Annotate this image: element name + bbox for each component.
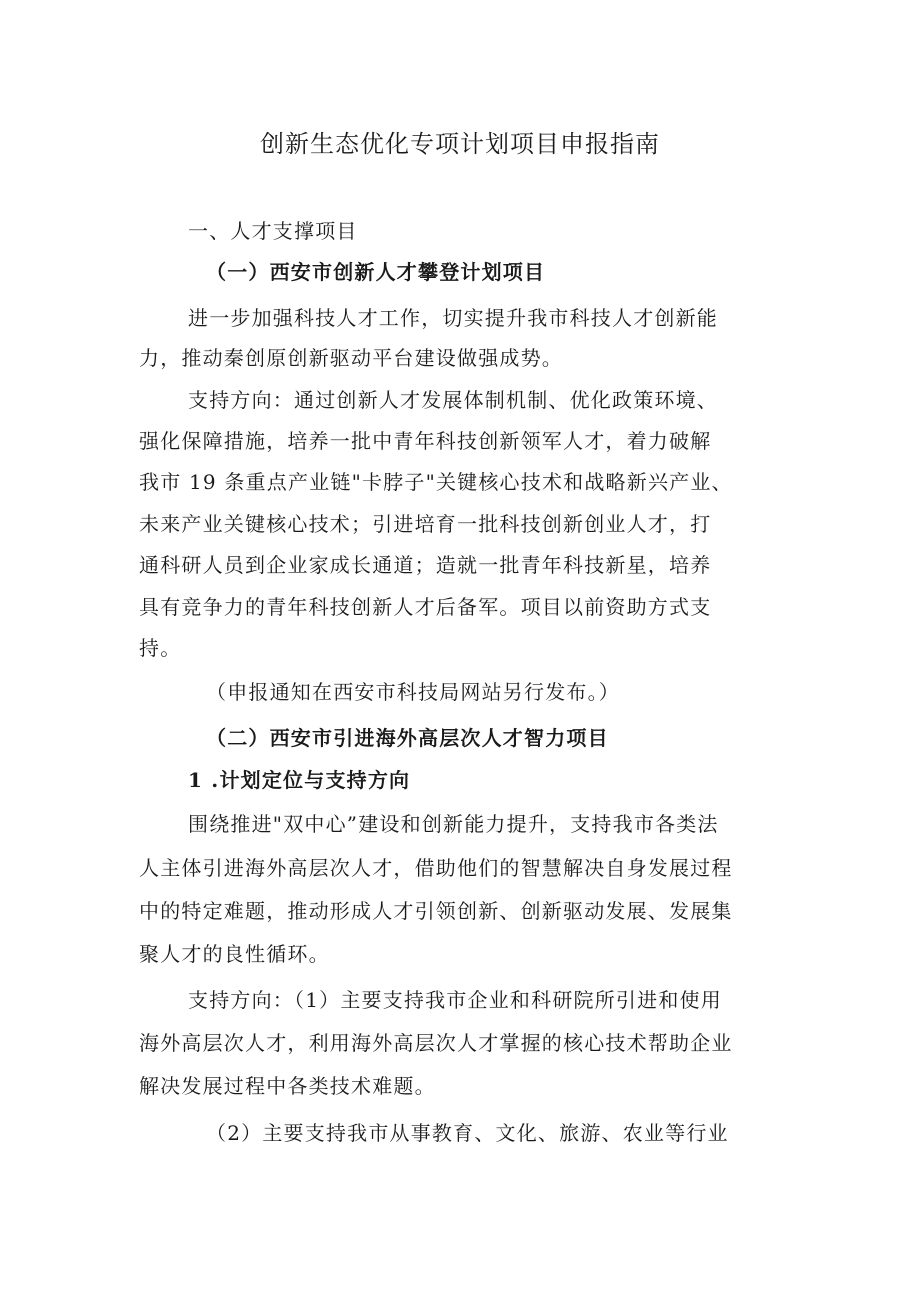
paragraph-line: 支持方向：通过创新人才发展体制机制、优化政策环境、 (188, 388, 718, 412)
document-title: 创新生态优化专项计划项目申报指南 (260, 130, 660, 158)
section-heading: 一、人才支撑项目 (188, 219, 358, 243)
paragraph-line: 解决发展过程中各类技术难题。 (139, 1074, 436, 1098)
paragraph-line: （2）主要支持我市从事教育、文化、旅游、农业等行业 (206, 1121, 729, 1145)
note-line: （申报通知在西安市科技局网站另行发布。） (206, 680, 620, 704)
item-heading: 1 .计划定位与支持方向 (188, 768, 411, 792)
paragraph-line: 围绕推进"双中心”建设和创新能力提升，支持我市各类法 (188, 812, 719, 836)
paragraph-line: 聚人才的良性循环。 (139, 942, 330, 966)
subsection-heading: （二）西安市引进海外高层次人才智力项目 (206, 726, 609, 750)
paragraph-line: 我市 19 条重点产业链"卡脖子"关键核心技术和战略新兴产业、 (139, 470, 733, 494)
paragraph-line: 未来产业关键核心技术；引进培育一批科技创新创业人才，打 (139, 512, 712, 536)
paragraph-line: 支持方向：（1）主要支持我市企业和科研院所引进和使用 (188, 988, 722, 1012)
paragraph-line: 通科研人员到企业家成长通道；造就一批青年科技新星，培养 (139, 553, 712, 577)
paragraph-line: 进一步加强科技人才工作，切实提升我市科技人才创新能 (188, 306, 718, 330)
paragraph-line: 海外高层次人才，利用海外高层次人才掌握的核心技术帮助企业 (139, 1031, 733, 1055)
paragraph-line: 力，推动秦创原创新驱动平台建设做强成势。 (139, 346, 563, 370)
paragraph-line: 中的特定难题，推动形成人才引领创新、创新驱动发展、发展集 (139, 899, 733, 923)
paragraph-line: 持。 (139, 636, 182, 660)
subsection-heading: （一）西安市创新人才攀登计划项目 (206, 260, 546, 284)
paragraph-line: 强化保障措施，培养一批中青年科技创新领军人才，着力破解 (139, 429, 712, 453)
paragraph-line: 具有竞争力的青年科技创新人才后备军。项目以前资助方式支 (139, 595, 712, 619)
paragraph-line: 人主体引进海外高层次人才，借助他们的智慧解决自身发展过程 (139, 856, 733, 880)
